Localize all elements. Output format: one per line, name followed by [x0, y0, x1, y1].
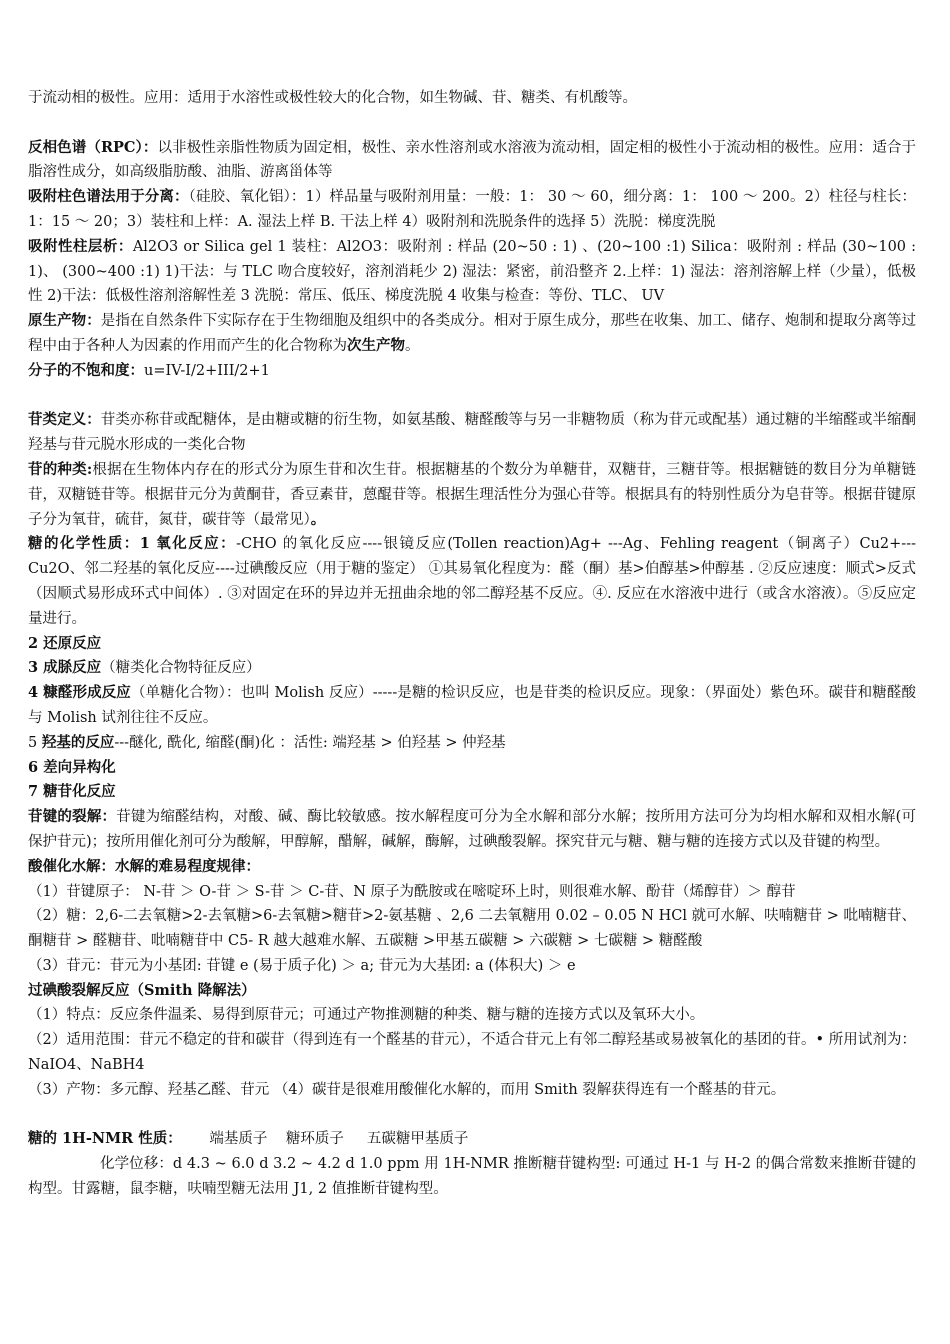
heading-glycosylation: 7 糖苷化反应	[28, 783, 116, 801]
text: （硅胶、氧化铝）：1）样品量与吸附剂用量：一般：1： 30 ～ 60，细分离：1： 100 ～ 200。2）柱径与柱长：1：15 ～ 20；3）装柱和上样：A. 湿法上样 B. 干法上样 4）吸附剂和洗脱条件的选择 5）洗脱：梯度洗脱	[28, 189, 917, 230]
list-item: （3）产物：多元醇、羟基乙醛、苷元 （4）碳苷是很难用酸催化水解的，而用 Smith 裂解获得连有一个醛基的苷元。	[28, 1081, 786, 1098]
text: -CHO 的氧化反应----银镜反应(Tollen reaction)Ag+ ---Ag、Fehling reagent（铜离子）Cu2+---Cu2O、邻二羟基的氧化反应----过碘酸反应（用于糖的鉴定） ①其易氧化程度为：醛（酮）基>伯醇基>仲醇基 . ②反应速度：顺式>反式（因顺式易形成环式中间体）. ③对固定在环的异边并无扭曲余地的邻二醇羟基不反应。④. 反应在水溶液中进行（或含水溶液）。⑤反应定量进行。	[28, 536, 916, 627]
text: 化学位移：d 4.3 ~ 6.0 d 3.2 ~ 4.2 d 1.0 ppm 用 1H-NMR 推断糖苷键构型: 可通过 H-1 与 H-2 的偶合常数来推断苷键的构型。甘露糖，鼠李糖，呋喃型糖无法用 J1, 2 值推断苷键构型。	[28, 1156, 916, 1198]
term-secondary-product: 次生产物	[347, 336, 405, 354]
paragraph-osazone	[28, 656, 916, 681]
text: 苷键为缩醛结构，对酸、碱、酶比较敏感。按水解程度可分为全水解和部分水解；按所用方法可分为均相水解和双相水解(可保护苷元)；按所用催化剂可分为酸解，甲醇解，醋解，碱解，酶解，过碘酸裂解。探究苷元与糖、糖与糖的连接方式以及苷键的构型。	[28, 809, 916, 850]
paragraph-hydroxyl	[28, 731, 916, 756]
text: 。	[405, 337, 420, 354]
paragraph-glycoside-kinds	[28, 458, 916, 532]
text: ---醚化, 酰化, 缩醛(酮)化 ：活性: 端羟基 > 伯羟基 > 仲羟基	[114, 734, 506, 751]
heading-rpc: 反相色谱（RPC）：	[28, 138, 158, 156]
heading-furfural: 4 糠醛形成反应	[28, 684, 131, 702]
paragraph-rpc	[28, 136, 916, 186]
text: （单糖化合物）：也叫 Molish 反应）-----是糖的检识反应，也是苷类的检识反应。现象：（界面处）紫色环。碳苷和糖醛酸与 Molish 试剂往往不反应。	[28, 685, 917, 726]
heading-osazone: 3 成脎反应	[28, 659, 102, 677]
heading-epimerization: 6 差向异构化	[28, 758, 116, 776]
blank-line	[28, 384, 916, 409]
heading-column: 吸附性柱层析：	[28, 237, 133, 255]
paragraph-native-product	[28, 309, 916, 359]
heading-nmr: 糖的 1H-NMR 性质：	[28, 1130, 182, 1148]
text: （糖类化合物特征反应）	[101, 660, 261, 677]
list-item: （2）适用范围：苷元不稳定的苷和碳苷（得到连有一个醛基的苷元），不适合苷元上有邻二醇羟基或易被氧化的基团的苷。• 所用试剂为：NaIO4、NaBH4	[28, 1032, 916, 1074]
heading-reduction: 2 还原反应	[28, 634, 102, 652]
text: 苷类亦称苷或配糖体，是由糖或糖的衍生物，如氨基酸、糖醛酸等与另一非糖物质（称为苷元或配基）通过糖的半缩醛或半缩酮羟基与苷元脱水形成的一类化合物	[28, 412, 917, 454]
text: Al2O3 or Silica gel 1 装柱：Al2O3：吸附剂 : 样品 (20~50 : 1) 、(20~100 :1) Silica：吸附剂 : 样品 (30~100 : 1)、 (300~400 :1) 1)干法：与 TLC 吻合度较好，溶剂消耗少 2) 湿法：紧密，前沿整齐 2.上样：1) 湿法：溶剂溶解上样（少量），低极性 2)干法：低极性溶剂溶解性差 3 洗脱：常压、低压、梯度洗脱 4 收集与检查：等份、TLC、 UV	[28, 238, 916, 305]
paragraph-nmr-head	[28, 1127, 916, 1152]
list-item: （3）苷元：苷元为小基团: 苷键 e (易于质子化) ＞ a; 苷元为大基团: a (体积大) ＞ e	[28, 957, 576, 974]
text: 以非极性亲脂性物质为固定相，极性、亲水性溶剂或水溶液为流动相，固定相的极性小于流动相的极性。应用：适合于脂溶性成分，如高级脂肪酸、油脂、游离甾体等	[28, 139, 917, 181]
heading-hydroxyl: 羟基的反应	[41, 733, 115, 751]
paragraph-furfural	[28, 681, 916, 731]
blank-line	[28, 111, 916, 136]
text: 于流动相的极性。应用：适用于水溶性或极性较大的化合物，如生物碱、苷、糖类、有机酸等。	[28, 90, 637, 106]
heading-native-product: 原生产物：	[28, 312, 101, 330]
paragraph-unsaturation	[28, 359, 916, 384]
heading-cleavage: 苷键的裂解：	[28, 808, 117, 826]
list-item: （2）糖：2,6-二去氧糖>2-去氧糖>6-去氧糖>糖苷>2-氨基糖 、2,6 二去氧糖用 0.02 – 0.05 N HCl 就可水解、呋喃糖苷 > 吡喃糖苷、酮糖苷 > 醛糖苷、吡喃糖苷中 C5- R 越大越难水解、五碳糖 >甲基五碳糖 > 六碳糖 > 七碳糖 > 糖醛酸	[28, 908, 916, 950]
text: 根据在生物体内存在的形式分为原生苷和次生苷。根据糖基的个数分为单糖苷，双糖苷，三糖苷等。根据糖链的数目分为单糖链苷，双糖链苷等。根据苷元分为黄酮苷，香豆素苷，蒽醌苷等。根据生理活性分为强心苷等。根据具有的特别性质分为皂苷等。根据苷键原子分为氧苷，硫苷，氮苷，碳苷等（最常见）	[28, 461, 916, 528]
text: 5	[28, 734, 42, 751]
paragraph-polar-phase	[28, 86, 916, 111]
paragraph-glycoside-def	[28, 408, 916, 458]
paragraph-sugar-chem	[28, 532, 916, 631]
paragraph-column	[28, 235, 916, 309]
heading-acid-hydrolysis: 酸催化水解：水解的难易程度规律：	[28, 857, 260, 875]
heading-glycoside-def: 苷类定义：	[28, 411, 101, 429]
text: 端基质子 糖环质子 五碳糖甲基质子	[181, 1131, 469, 1148]
heading-unsaturation: 分子的不饱和度：	[28, 361, 144, 379]
document-page	[28, 86, 916, 1202]
heading-smith: 过碘酸裂解反应（Smith 降解法）	[28, 981, 256, 999]
heading-adsorption: 吸附柱色谱法用于分离：	[28, 188, 189, 206]
heading-glycoside-kinds: 苷的种类:	[28, 460, 93, 478]
paragraph-adsorption	[28, 185, 916, 235]
paragraph-cleavage	[28, 805, 916, 855]
list-item: （1）特点：反应条件温柔、易得到原苷元；可通过产物推测糖的种类、糖与糖的连接方式以及氧环大小。	[28, 1007, 705, 1024]
text: 是指在自然条件下实际存在于生物细胞及组织中的各类成分。相对于原生成分，那些在收集、加工、储存、炮制和提取分离等过程中由于各种人为因素的作用而产生的化合物称为	[28, 313, 917, 354]
list-item: （1）苷键原子： N-苷 ＞ O-苷 ＞ S-苷 ＞ C-苷、N 原子为酰胺或在嘧啶环上时，则很难水解、酚苷（烯醇苷）＞ 醇苷	[28, 883, 796, 900]
heading-sugar-chem: 糖的化学性质：1 氧化反应：	[28, 535, 237, 553]
text: u=IV-I/2+III/2+1	[144, 362, 270, 379]
text: 。	[310, 510, 326, 528]
paragraph-nmr-body	[28, 1152, 916, 1202]
blank-line	[28, 1103, 916, 1128]
